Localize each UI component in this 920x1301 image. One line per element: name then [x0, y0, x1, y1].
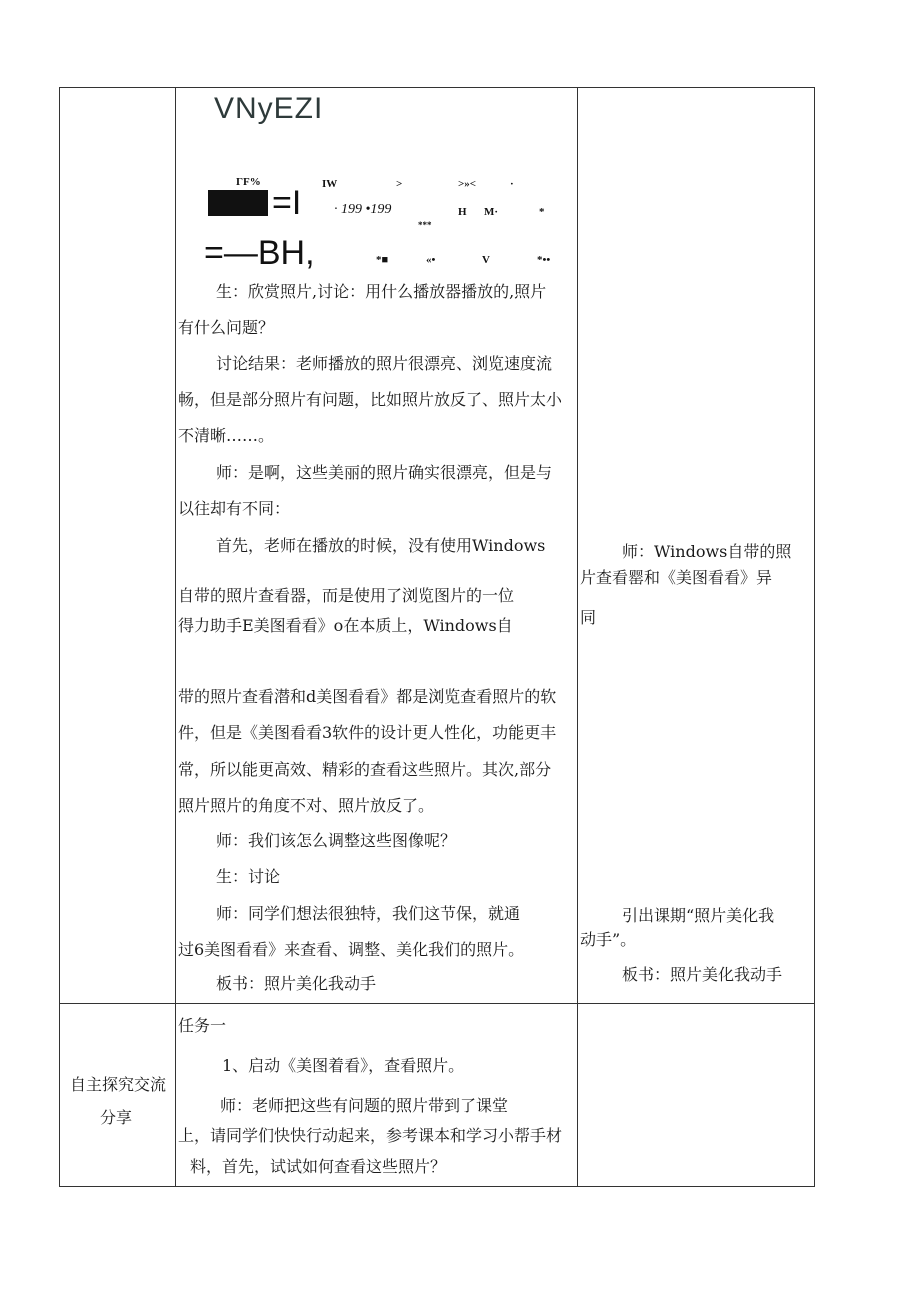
garbled-text: ·: [510, 178, 514, 190]
garbled-text: H: [458, 206, 467, 218]
garbled-text: *■: [376, 254, 389, 266]
body-text: 常，所以能更高效、精彩的查看这些照片。其次,部分: [178, 760, 552, 779]
note-text: 引出课期“照片美化我: [622, 906, 775, 925]
body-text: 带的照片查看潜和d美图看看》都是浏览查看照片的软: [178, 687, 557, 706]
garbled-text: *••: [537, 254, 551, 266]
black-block: [208, 190, 268, 216]
column-divider-left: [175, 87, 176, 1187]
note-text: 动手”。: [580, 930, 637, 949]
garbled-text: *: [539, 206, 545, 218]
note-text: 师：Windows自带的照: [622, 542, 792, 561]
body-text: 得力助手E美图看看》o在本质上，Windows自: [178, 616, 513, 635]
body-text: 件，但是《美图看看3软件的设计更人性化，功能更丰: [178, 723, 557, 742]
body-text: 师：我们该怎么调整这些图像呢？: [216, 831, 457, 850]
body-text: 首先，老师在播放的时候，没有使用Windows: [216, 536, 546, 555]
garbled-text: =I: [272, 184, 302, 222]
body-text: 有什么问题？: [178, 318, 275, 337]
note-text: 片查看罂和《美图看看》异: [580, 568, 773, 587]
body-text: 生：欣赏照片,讨论：用什么播放器播放的,照片: [216, 282, 547, 301]
body-text: 过6美图看看》来查看、调整、美化我们的照片。: [178, 940, 525, 959]
body-text: 生：讨论: [216, 867, 281, 886]
body-text: 师：老师把这些有问题的照片带到了课堂: [220, 1096, 509, 1115]
section-label: 分享: [100, 1108, 133, 1127]
lesson-table: [59, 87, 815, 1187]
body-text: 上，请同学们快快行动起来，参考课本和学习小帮手材: [178, 1126, 563, 1145]
note-text: 板书：照片美化我动手: [622, 965, 783, 984]
garbled-text: >: [396, 178, 403, 190]
garbled-text: IW: [322, 178, 338, 190]
body-text: 畅，但是部分照片有问题，比如照片放反了、照片太小: [178, 390, 563, 409]
body-text: 以往却有不同：: [178, 499, 291, 518]
task-heading: 任务一: [178, 1016, 227, 1035]
garbled-text: =—BH,: [204, 234, 315, 272]
section-label: 自主探究交流: [70, 1075, 167, 1094]
body-text: 讨论结果：老师播放的照片很漂亮、浏览速度流: [216, 354, 553, 373]
task-step: 1、启动《美图着看》，查看照片。: [222, 1056, 465, 1075]
garbled-text: · 199 •199: [334, 202, 392, 217]
garbled-text: M·: [484, 206, 499, 218]
body-text: 板书：照片美化我动手: [216, 974, 377, 993]
body-text: 自带的照片查看器，而是使用了浏览图片的一位: [178, 586, 515, 605]
body-text: 照片照片的角度不对、照片放反了。: [178, 796, 435, 815]
row-divider: [59, 1003, 815, 1004]
header-logo: VNyEZI: [214, 92, 324, 125]
body-text: 不清晰……。: [178, 426, 275, 445]
garbled-text: >»<: [458, 178, 477, 190]
garbled-text: V: [482, 254, 490, 266]
garbled-text: ***: [418, 220, 432, 230]
body-text: 师：是啊，这些美丽的照片确实很漂亮，但是与: [216, 463, 553, 482]
body-text: 料，首先，试试如何查看这些照片？: [190, 1157, 447, 1176]
garbled-text: ΓF%: [236, 176, 261, 188]
column-divider-right: [577, 87, 578, 1187]
note-text: 同: [580, 608, 597, 627]
garbled-text: «•: [426, 254, 436, 266]
body-text: 师：同学们想法很独特，我们这节保，就通: [216, 904, 521, 923]
